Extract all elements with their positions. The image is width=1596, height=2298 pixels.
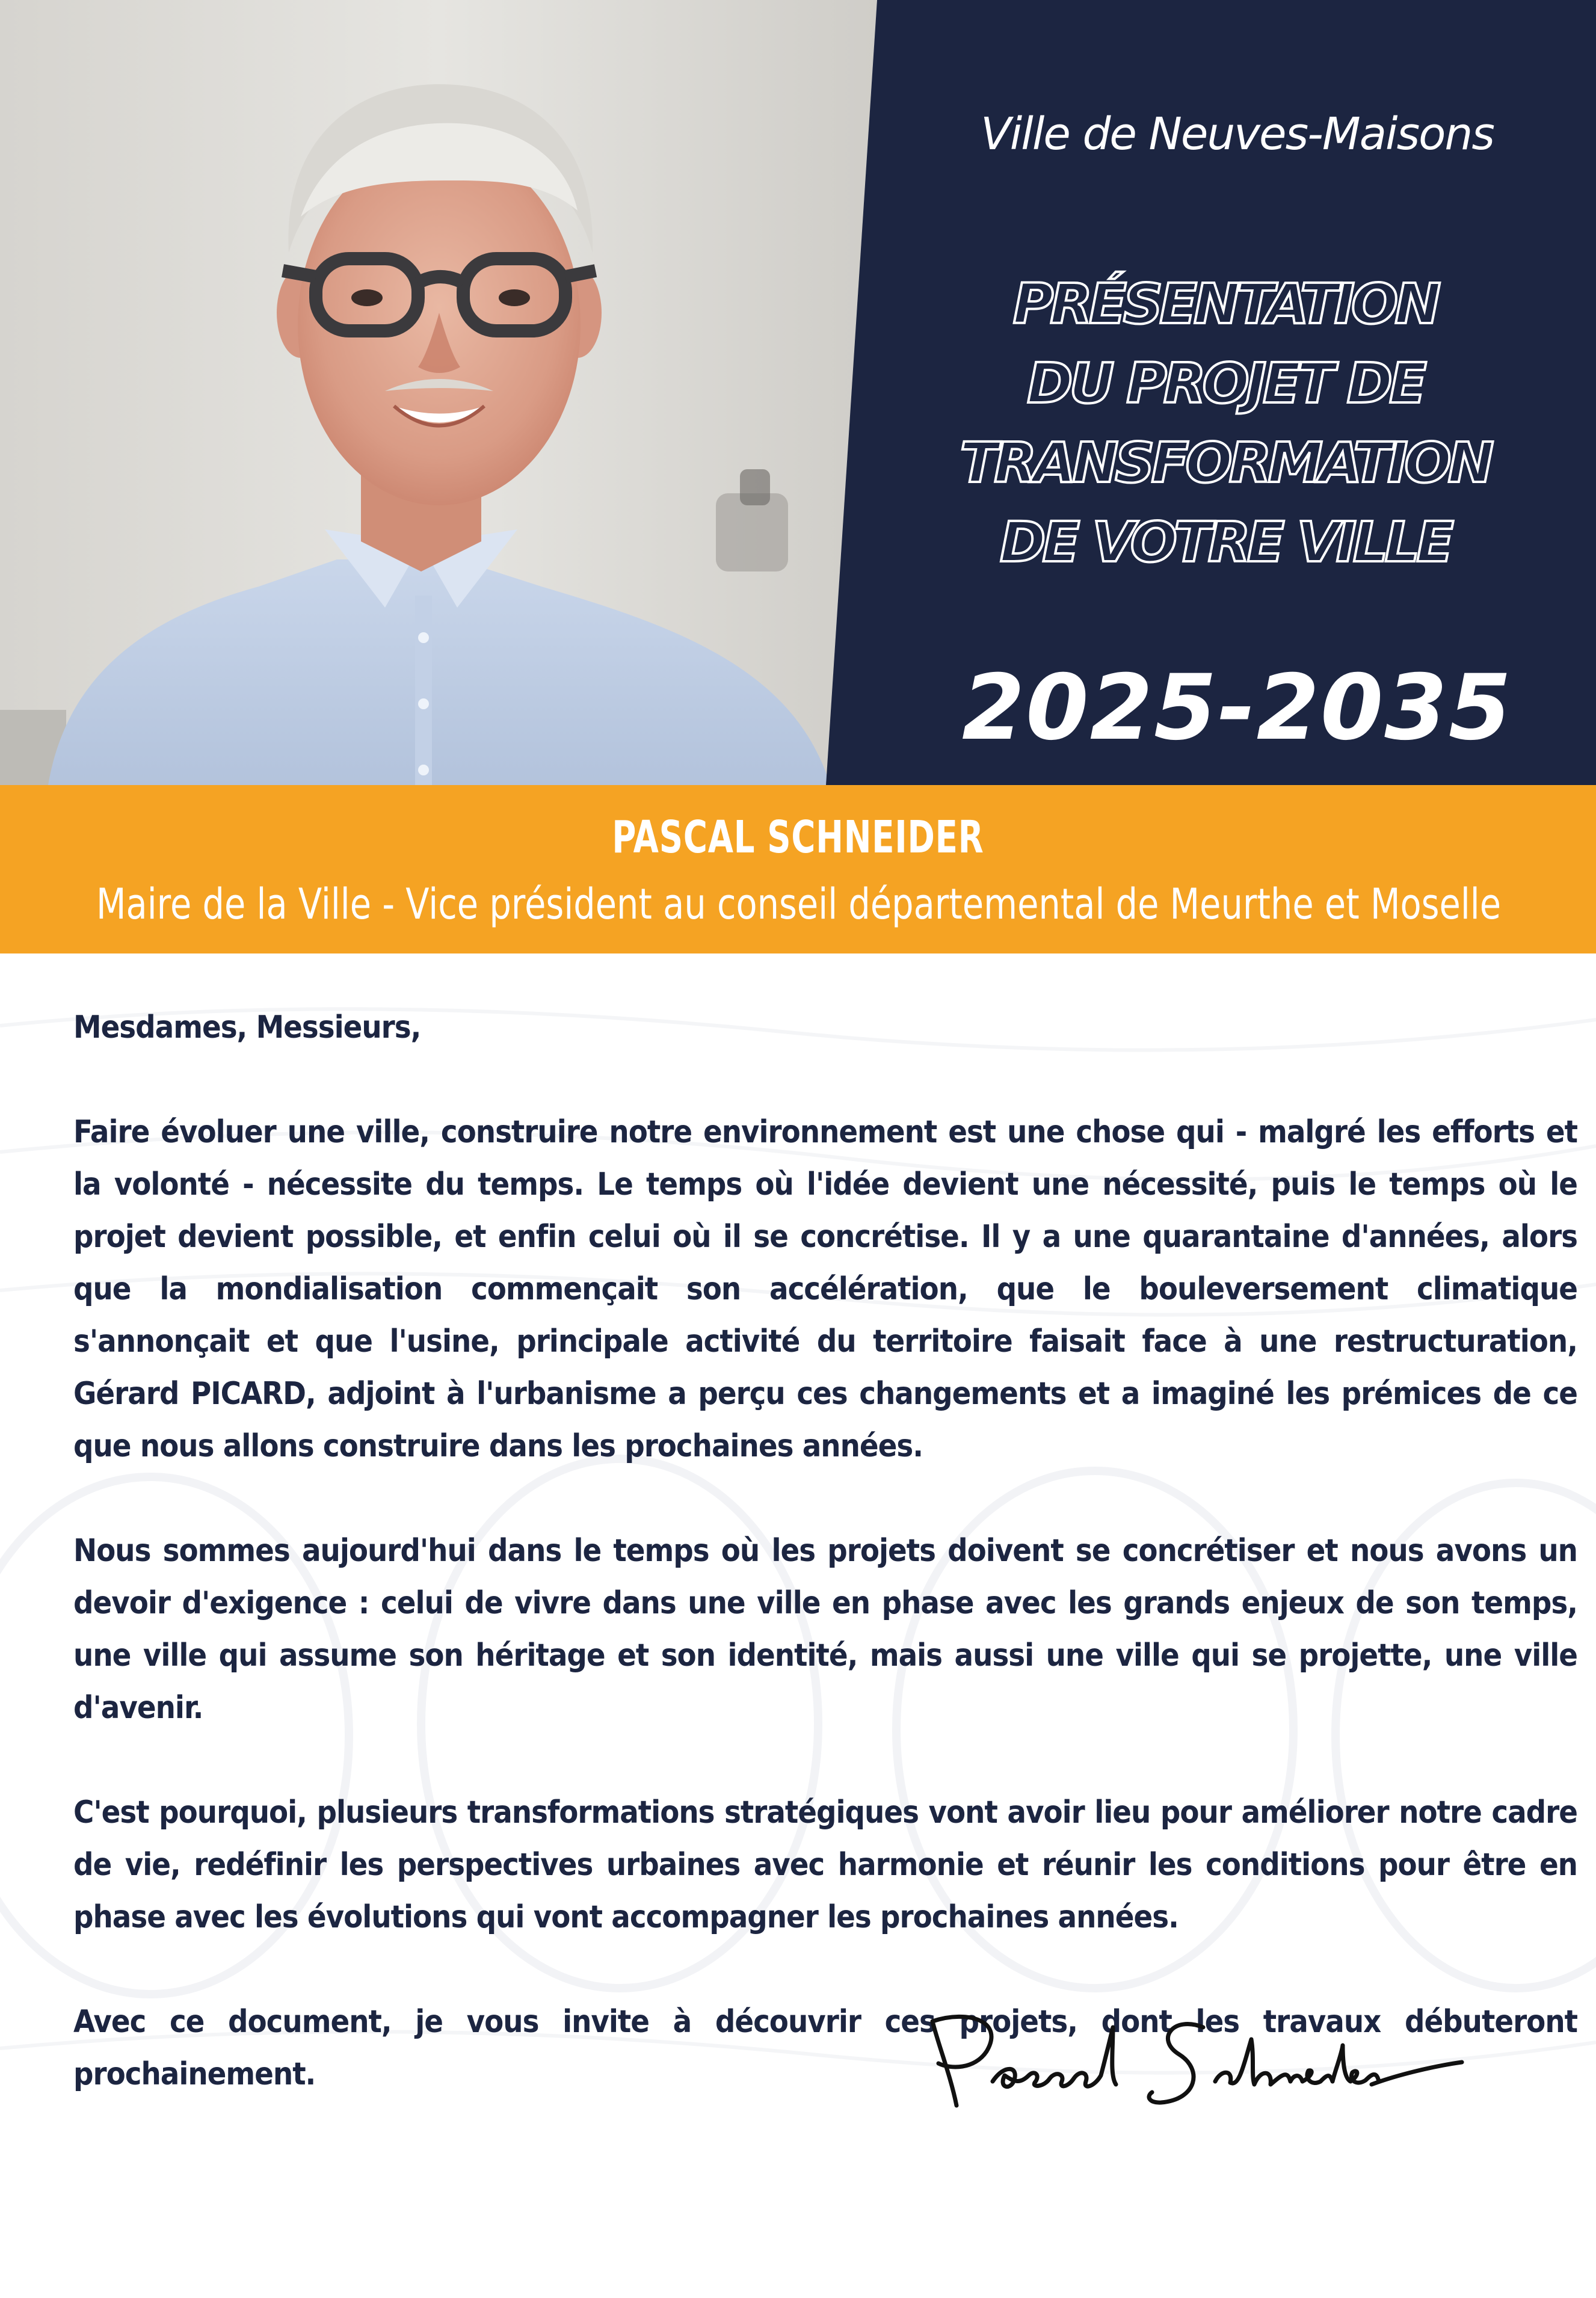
letter-body: [73, 1002, 1577, 2153]
mayor-name: PASCAL SCHNEIDER: [612, 812, 984, 863]
town-name: Ville de Neuves-Maisons: [981, 108, 1494, 160]
letter-paragraph: C'est pourquoi, plusieurs transformations stratégiques vont avoir lieu pour améliorer notre cadre de vie, redéfinir les perspectives urbaines avec harmonie et réunir les conditions pour être en phase avec les évolutions qui vont accompagner les prochaines années.: [73, 1794, 1577, 1935]
title-line: TRANSFORMATION: [960, 431, 1491, 495]
portrait-illustration: [0, 0, 878, 785]
title-line: PRÉSENTATION: [1012, 272, 1438, 336]
letter-paragraph: Avec ce document, je vous invite à découvrir ces projets, dont les travaux débuteront prochainement.: [73, 2004, 1577, 2092]
mayor-portrait: [0, 0, 878, 785]
title-line: DE VOTRE VILLE: [999, 510, 1451, 574]
project-title: [854, 265, 1596, 582]
signature-image: [914, 2003, 1468, 2124]
project-years: 2025-2035: [961, 656, 1513, 760]
letter-paragraph: Nous sommes aujourd'hui dans le temps où les projets doivent se concrétiser et nous avons un devoir d'exigence : celui de vivre dans une ville en phase avec les grands enjeux de son temps, une ville qui assume son héritage et son identité, mais aussi une ville qui se projette, une ville d'avenir.: [73, 1533, 1577, 1726]
title-line: DU PROJET DE: [1027, 351, 1423, 416]
letter-paragraph: Faire évoluer une ville, construire notre environnement est une chose qui - malgré les efforts et la volonté - nécessite du temps. Le temps où l'idée devient une nécessité, puis le temps où le projet devient possible, et enfin celui où il se concrétise. Il y a une quarantaine d'années, alors que la mondialisation commençait son accélération, que le bouleversement climatique s'annonçait et que l'usine, principale activité du territoire faisait face à une restructuration, Gérard PICARD, adjoint à l'urbanisme a perçu ces changements et a imaginé les prémices de ce que nous allons construire dans les prochaines années.: [73, 1114, 1577, 1464]
mayor-banner: [0, 785, 1596, 953]
letter-greeting: Mesdames, Messieurs,: [73, 1009, 421, 1046]
mayor-role: Maire de la Ville - Vice président au conseil départemental de Meurthe et Moselle: [96, 879, 1502, 929]
